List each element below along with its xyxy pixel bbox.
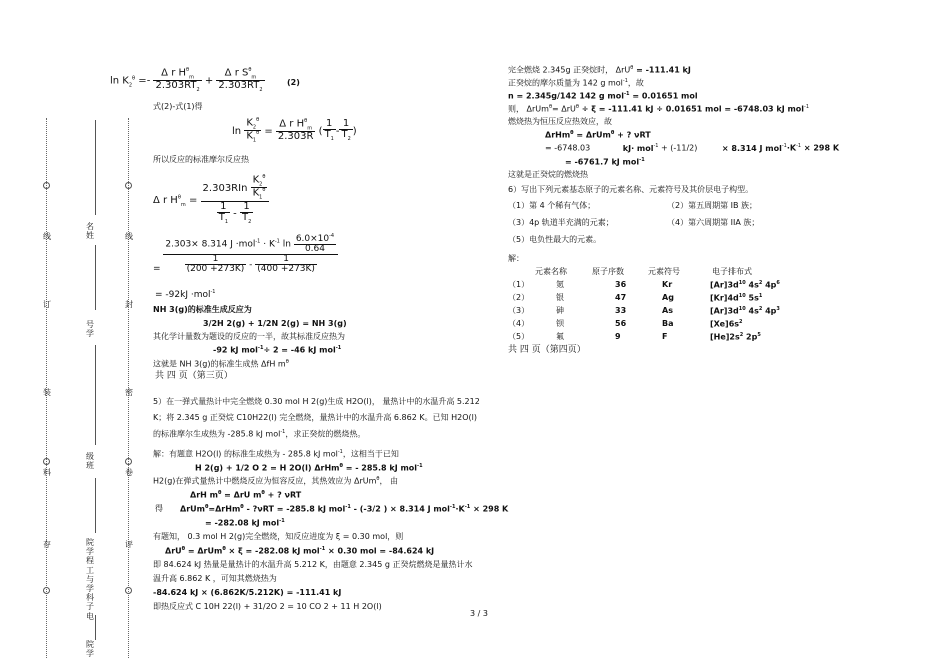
q6-title: 6）写出下列元素基态原子的元素名称、元素符号及其价层电子构型。 xyxy=(508,185,754,194)
table-cell-name: 钡 xyxy=(556,319,564,328)
table-cell-name: 氟 xyxy=(556,332,564,341)
coef-text: 其化学计量数为题设的反应的一半，故其标准反应热为 xyxy=(153,332,345,341)
field-class-label: 级 班 xyxy=(86,452,94,471)
table-cell-name: 银 xyxy=(556,293,564,302)
field-name-label: 名 姓 xyxy=(86,222,94,241)
table-cell-z: 33 xyxy=(615,306,627,315)
table-cell-config: $[Ar]3d^{10}$ $4s^2$ $4p^6$ xyxy=(710,280,780,290)
q6-item4: （4）第六周期第 IIA 族； xyxy=(667,218,760,227)
r-line5: 燃烧热为恒压反应热效应，故 xyxy=(508,117,612,126)
r-line6: ΔrHm$^\theta$ = ΔrUm$^\theta$ + ? νRT xyxy=(545,130,651,140)
field-line xyxy=(95,120,96,215)
r-line1: 完全燃烧 2.345g 正癸烷时， ΔrU$^\theta$ = -111.41 kJ xyxy=(508,65,691,75)
table-cell-symbol: Ba xyxy=(662,319,674,328)
sol-line4: ΔrH $m^\theta = \Delta rU$ $m^\theta$ + ? νRT xyxy=(190,490,302,500)
sol-line1: 解：有题意 H2O(l) 的标准生成热为 - 285.8 kJ mol$^{-1}$，这相当于已知 xyxy=(153,449,399,459)
margin-label-xian-2: 线 xyxy=(125,232,133,241)
table-cell-symbol: F xyxy=(662,332,668,341)
table-cell-z: 9 xyxy=(615,332,621,341)
sol-line11: -84.624 kJ × (6.862K/5.212K) = -111.41 kJ xyxy=(153,588,342,597)
field-line xyxy=(95,478,96,533)
binding-hole-circle xyxy=(43,182,50,189)
sol-line8: ΔrU$^\theta$ = ΔrUm$^\theta$ × ξ = -282.08 kJ mol$^{-1}$ × 0.30 mol = -84.624 kJ xyxy=(165,546,435,556)
table-header-name: 元素名称 xyxy=(535,267,567,276)
binding-hole-circle xyxy=(125,458,132,465)
r-line9: 这就是正癸烷的燃烧热 xyxy=(508,170,588,179)
field-dept-label: 院 学 程 工 与 学 科 子 电 xyxy=(86,538,94,621)
margin-label-ding: 订 xyxy=(43,300,51,309)
table-header-config: 电子排布式 xyxy=(712,267,752,276)
equation-ln-ratio: ln $\frac{K_2^\theta}{K_1^\theta}$ = $\frac{\Delta r H^\theta_m}{2.303R}$ ( $\frac{1}{T_1}$ - $\frac{1}{T_2}$ ) xyxy=(232,117,357,144)
q6-item1: （1）第 4 个稀有气体； xyxy=(508,201,596,210)
margin-label-juan: 卷 xyxy=(125,468,133,477)
sol-line5-eq: ΔrUm$^\theta$=ΔrHm$^\theta$ - ?νRT = -285.8 kJ mol$^{-1}$ - (-3/2 ) × 8.314 J $mol^{-1}\cdot K^{-1} \times 298$ K xyxy=(180,504,509,514)
r-line8: = -6761.7 kJ mol$^{-1}$ xyxy=(565,157,645,167)
table-cell-no: （3） xyxy=(508,306,530,315)
margin-label-ping: 评 xyxy=(125,540,133,549)
field-line xyxy=(95,615,96,640)
sol-line2: H 2(g) + 1/2 O 2 = H 2O(l) ΔrHm$^\theta$ = - 285.8 kJ mol$^{-1}$ xyxy=(195,463,423,473)
field-line xyxy=(95,345,96,445)
nh3-std-text: NH 3(g)的标准生成反应为 xyxy=(153,305,252,314)
sol-line10: 温升高 6.862 K ，可知其燃烧热为 xyxy=(153,574,277,583)
table-cell-config: $[Kr]4d^{10}$ $5s^1$ xyxy=(710,293,763,303)
sol-line3: H2(g)在弹式量热计中燃烧反应为恒容反应，其热效应为 ΔrUm$^\theta$， 由 xyxy=(153,476,398,486)
sol-line12: 即热反应式 C 10H 22(l) + 31/2O 2 = 10 CO 2 + 11 H 2O(l) xyxy=(153,602,382,611)
table-cell-z: 36 xyxy=(615,280,627,289)
half-value: -92 kJ mol$^{-1}$÷ 2 = -46 kJ mol$^{-1}$ xyxy=(213,345,342,355)
nh3-reaction: 3/2H 2(g) + 1/2N 2(g) = NH 3(g) xyxy=(203,319,347,328)
binding-hole-circle xyxy=(125,182,132,189)
sol-line6: = -282.08 kJ mol$^{-1}$ xyxy=(205,518,285,528)
q6-answer-label: 解： xyxy=(508,254,524,263)
table-header-z: 原子序数 xyxy=(592,267,624,276)
table-cell-no: （4） xyxy=(508,319,530,328)
text-eq-subtract: 式(2)-式(1)得 xyxy=(153,102,203,111)
r-line4: 则， ΔrUm$^\theta$= ΔrU$^\theta$ ÷ ξ = -111.41 kJ ÷ 0.01651 mol = -6748.03 kJ mol$^{-1}$ xyxy=(508,104,810,114)
page-footer-3: 共 四 页（第三页） xyxy=(155,371,233,381)
sol-line9: 即 84.624 kJ 热量是量热计的水温升高 5.212 K，由题意 2.345 g 正癸烷燃烧是量热计水 xyxy=(153,560,473,569)
equation-number: (2) xyxy=(287,78,300,87)
r-line7: = -6748.03 kJ· mol$^{-1}$ + (-11/2) × 8.314 J $mol^{-1}\cdot K^{-1} \times 298$ K xyxy=(545,143,840,153)
sol-line7: 有题知， 0.3 mol H 2(g)完全燃烧，知反应进度为 ξ = 0.30 mol，则 xyxy=(153,532,404,541)
equation-drhm: Δ r $H^\theta_m$ = 2.303RIn $\frac{K_2^\theta}{K_1^\theta}$ $\frac{1}{T_1}$ - $\frac{1}{T_2}$ xyxy=(153,175,269,225)
table-cell-z: 47 xyxy=(615,293,627,302)
r-line2: 正癸烷的摩尔质量为 142 g mol$^{-1}$，故 xyxy=(508,78,644,88)
equation-numeric: = 2.303× 8.314 $J \cdot mol^{-1} \cdot K^{-1}$ ln $\frac{6.0\times 10^{-4}}{0.64}$ $\frac{1}{(200 +273K)}$ - $\frac{1}{(400 +273K)}$ xyxy=(153,234,338,274)
q5-line2: K；将 2.345 g 正癸烷 C10H22(l) 完全燃烧，量热计中的水温升高 6.862 K。已知 H2O(l) xyxy=(153,413,478,422)
field-id-label: 号 学 xyxy=(86,320,94,339)
sol-line5: 得 xyxy=(155,504,163,513)
q5-line1: 5）在一弹式量热计中完全燃烧 0.30 mol H 2(g)生成 H2O(l)， 量热计中的水温升高 5.212 xyxy=(153,397,480,406)
page-footer-4: 共 四 页（第四页） xyxy=(508,345,586,355)
page-number: 3 / 3 xyxy=(470,609,488,618)
field-line xyxy=(95,245,96,310)
table-cell-z: 56 xyxy=(615,319,627,328)
table-cell-symbol: Ag xyxy=(662,293,674,302)
binding-hole-circle xyxy=(125,587,132,594)
q6-item5: （5）电负性最大的元素。 xyxy=(508,235,602,244)
table-header-symbol: 元素符号 xyxy=(648,267,680,276)
text-std-heat: 所以反应的标准摩尔反应热 xyxy=(153,155,249,164)
margin-label-feng: 封 xyxy=(125,300,133,309)
table-cell-symbol: As xyxy=(662,306,673,315)
margin-label-mi: 密 xyxy=(125,388,133,397)
table-cell-config: $[He]2s^2$ $2p^5$ xyxy=(710,332,761,342)
binding-hole-circle xyxy=(43,587,50,594)
table-cell-name: 砷 xyxy=(556,306,564,315)
table-cell-no: （1） xyxy=(508,280,530,289)
q6-item2: （2）第五周期第 IB 族； xyxy=(667,201,758,210)
q5-line3: 的标准摩尔生成热为 -285.8 kJ mol$^{-1}$，求正癸烷的燃烧热。 xyxy=(153,429,366,439)
conclusion: 这就是 NH 3(g)的标准生成热 ΔfH $m^\theta$ xyxy=(153,359,289,369)
table-cell-name: 氪 xyxy=(556,280,564,289)
margin-label-zhuang: 装 xyxy=(43,388,51,397)
table-cell-symbol: Kr xyxy=(662,280,673,289)
r-line3: n = 2.345g/142 142 g mol$^{-1}$ = 0.01651 mol xyxy=(508,91,698,101)
q6-item3: （3）4p 轨道半充满的元素； xyxy=(508,218,614,227)
table-cell-no: （5） xyxy=(508,332,530,341)
margin-label-xian: 线 xyxy=(43,232,51,241)
table-cell-config: $[Ar]3d^{10}$ $4s^2$ $4p^3$ xyxy=(710,306,780,316)
result-value: = -92kJ ·mol$^{-1}$ xyxy=(155,289,216,300)
margin-label-liao: 料 xyxy=(43,468,51,477)
binding-hole-circle xyxy=(43,458,50,465)
equation-2: $\ln K_2^\theta$ =- $\frac{\Delta r H^\theta_m}{2.303RT_2}$ + $\frac{\Delta r S^\theta_m}{2.303RT_2}$ xyxy=(110,67,263,94)
table-cell-config: $[Xe]6s^2$ xyxy=(710,319,743,329)
field-dept-label-2: 院 学 xyxy=(86,640,94,659)
margin-label-cun: 存 xyxy=(43,540,51,549)
table-cell-no: （2） xyxy=(508,293,530,302)
